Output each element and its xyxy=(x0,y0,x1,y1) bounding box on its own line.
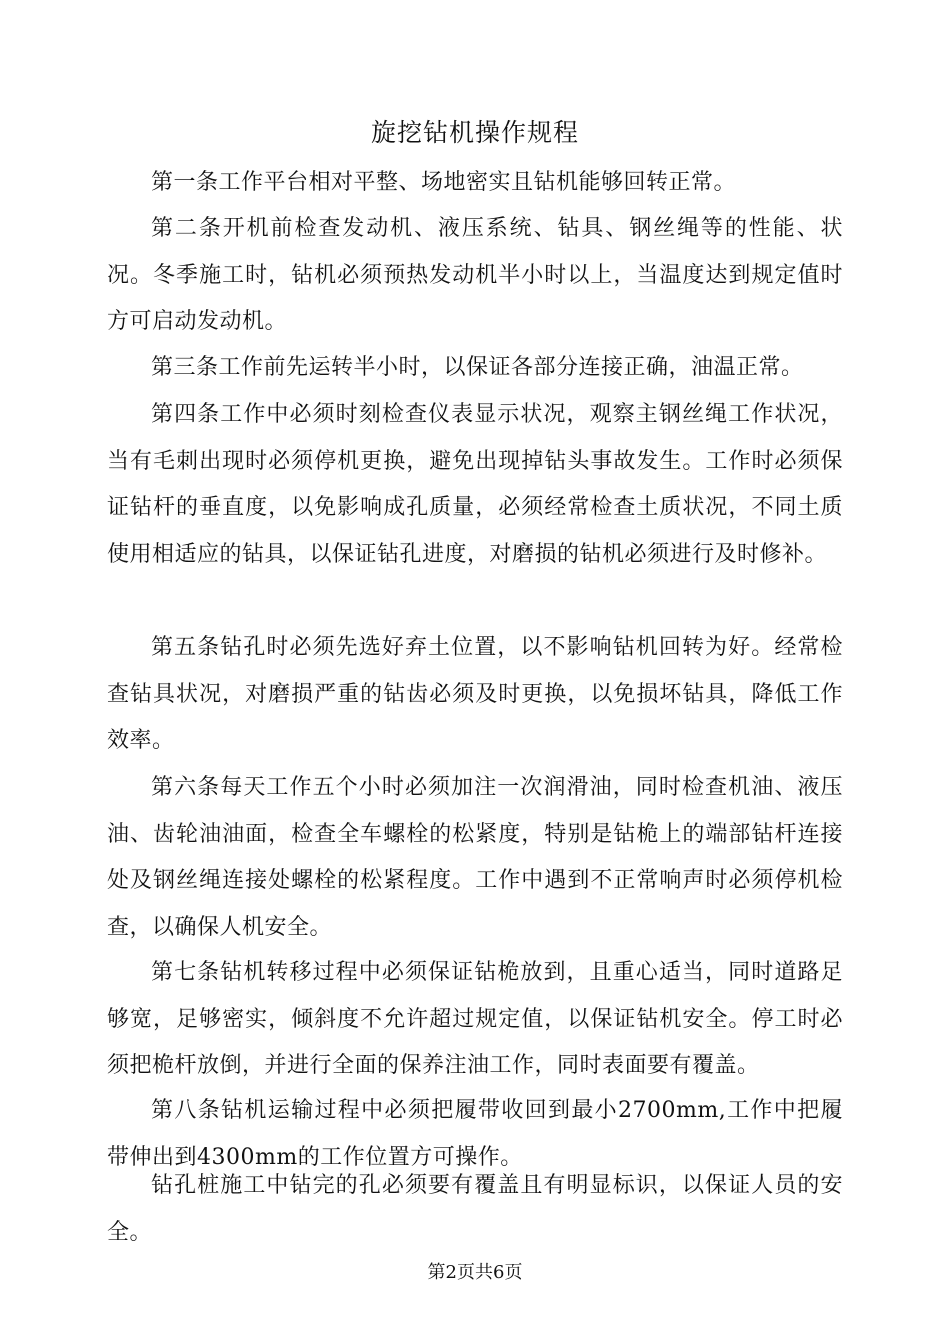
page-number-footer: 第2页共6页 xyxy=(427,1262,523,1283)
paragraph-article-2: 第二条开机前检查发动机、液压系统、钻具、钢丝绳等的性能、状况。冬季施工时，钻机必须预热发动机半小时以上，当温度达到规定值时方可启动发动机。 xyxy=(107,216,843,334)
paragraph-closing-note: 钻孔桩施工中钻完的孔必须要有覆盖且有明显标识，以保证人员的安全。 xyxy=(107,1173,843,1245)
paragraph-article-1: 第一条工作平台相对平整、场地密实且钻机能够回转正常。 xyxy=(151,170,737,195)
paragraph-article-5: 第五条钻孔时必须先选好弃土位置，以不影响钻机回转为好。经常检查钻具状况，对磨损严重的钻齿必须及时更换，以免损坏钻具，降低工作效率。 xyxy=(107,635,843,753)
paragraph-article-7: 第七条钻机转移过程中必须保证钻桅放到，且重心适当，同时道路足够宽，足够密实，倾斜度不允许超过规定值，以保证钻机安全。停工时必须把桅杆放倒，并进行全面的保养注油工作，同时表面要有覆盖。 xyxy=(107,960,843,1078)
document-title: 旋挖钻机操作规程 xyxy=(370,118,579,147)
paragraph-article-8: 第八条钻机运输过程中必须把履带收回到最小2700mm,工作中把履带伸出到4300mm的工作位置方可操作。 xyxy=(107,1098,843,1170)
paragraph-article-4: 第四条工作中必须时刻检查仪表显示状况，观察主钢丝绳工作状况，当有毛刺出现时必须停机更换，避免出现掉钻头事故发生。工作时必须保证钻杆的垂直度，以免影响成孔质量，必须经常检查土质状况，不同土质使用相适应的钻具，以保证钻孔进度，对磨损的钻机必须进行及时修补。 xyxy=(107,402,843,567)
paragraph-article-3: 第三条工作前先运转半小时，以保证各部分连接正确，油温正常。 xyxy=(151,355,804,380)
paragraph-article-6: 第六条每天工作五个小时必须加注一次润滑油，同时检查机油、液压油、齿轮油油面，检查全车螺栓的松紧度，特别是钻桅上的端部钻杆连接处及钢丝绳连接处螺栓的松紧程度。工作中遇到不正常响声时必须停机检查，以确保人机安全。 xyxy=(107,775,843,940)
